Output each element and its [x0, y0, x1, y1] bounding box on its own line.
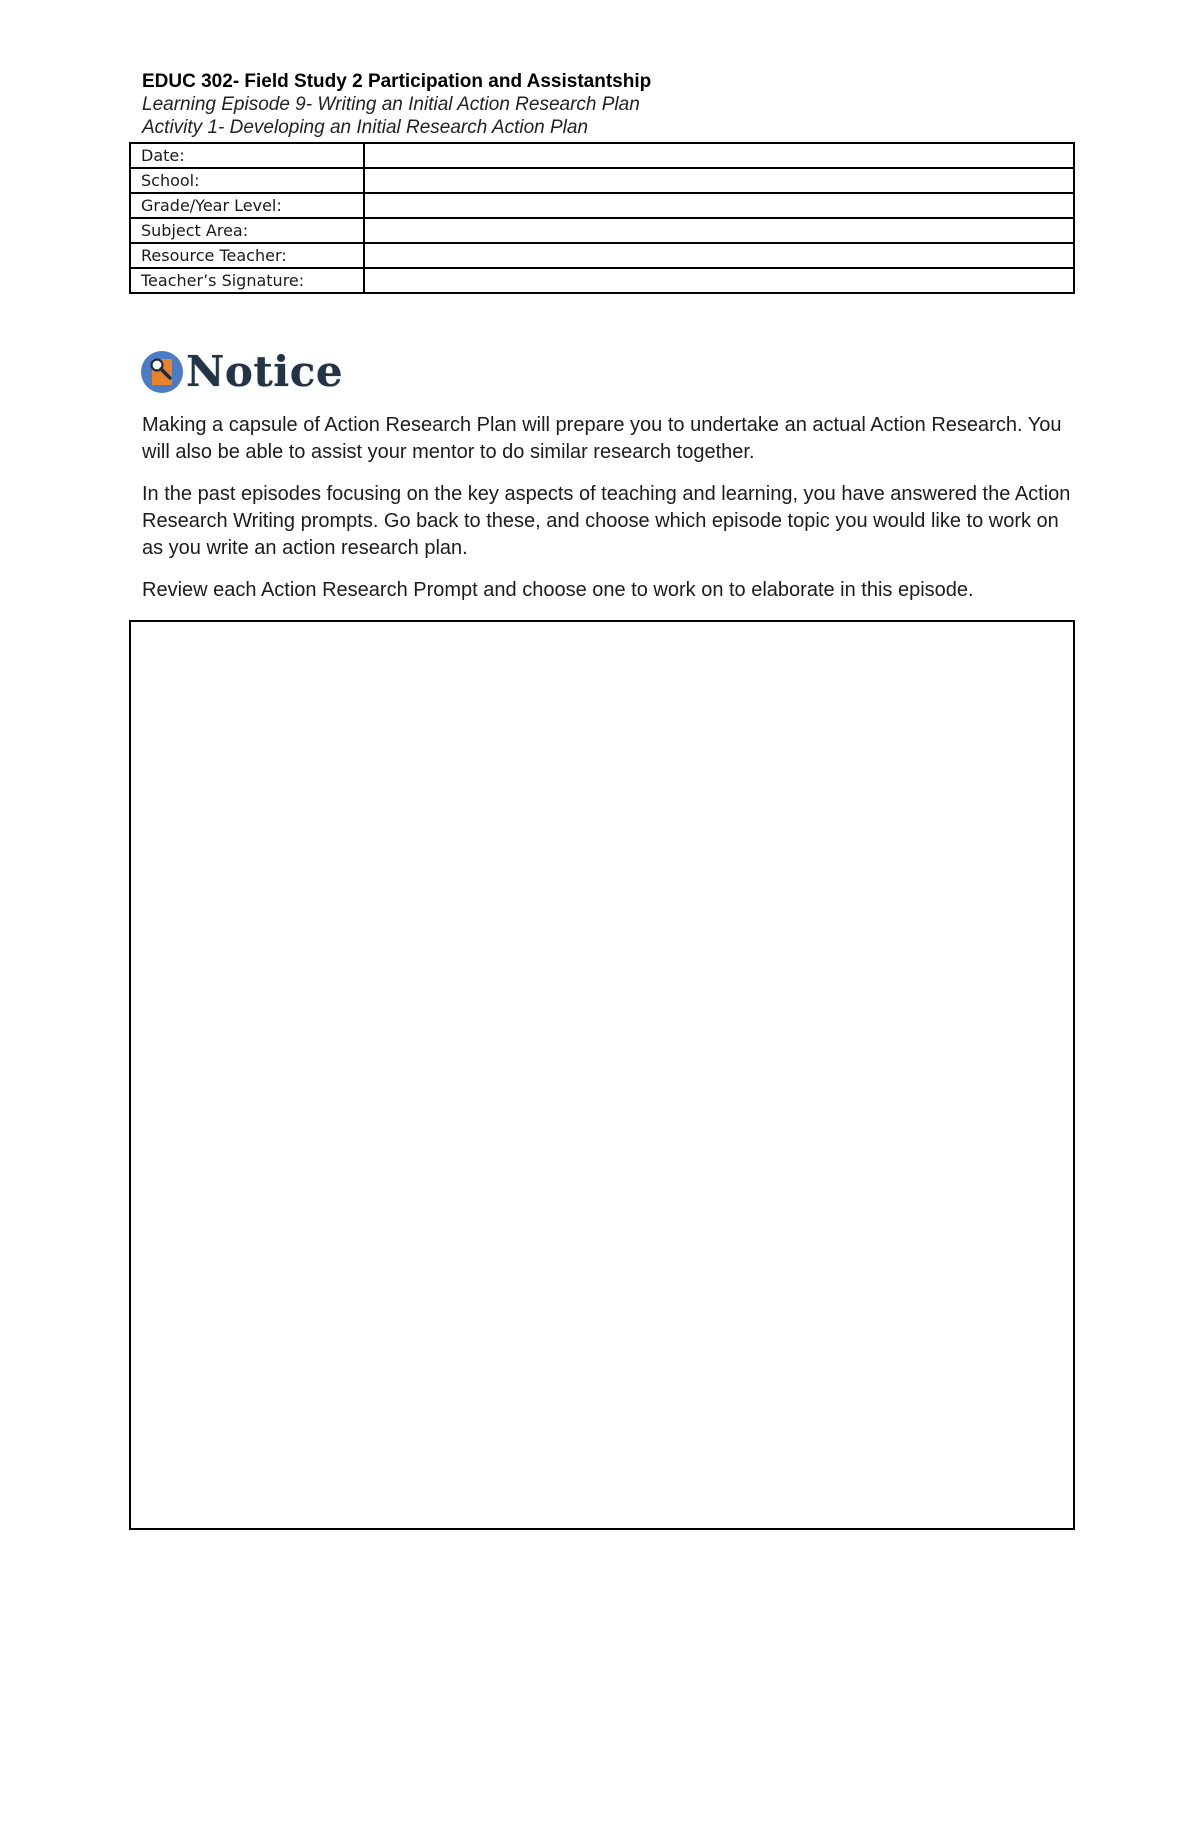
- course-title: EDUC 302- Field Study 2 Participation and Assistantship: [142, 71, 652, 92]
- date-field[interactable]: [364, 143, 1074, 168]
- info-table: [129, 142, 1075, 294]
- resource-teacher-label: Resource Teacher:: [130, 243, 364, 268]
- notice-heading: [140, 348, 343, 396]
- table-row: [130, 143, 1074, 168]
- instructions: [142, 412, 1072, 619]
- document-header: [142, 70, 1072, 139]
- resource-teacher-field[interactable]: [364, 243, 1074, 268]
- subject-area-label: Subject Area:: [130, 218, 364, 243]
- paragraph: Making a capsule of Action Research Plan will prepare you to undertake an actual Action Research. You will also be able to assist your mentor to do similar research together.: [142, 414, 1062, 463]
- grade-level-field[interactable]: [364, 193, 1074, 218]
- paragraph: Review each Action Research Prompt and choose one to work on to elaborate in this episode.: [142, 579, 974, 601]
- teacher-signature-field[interactable]: [364, 268, 1074, 293]
- subject-area-field[interactable]: [364, 218, 1074, 243]
- table-row: [130, 268, 1074, 293]
- teacher-signature-label: Teacher’s Signature:: [130, 268, 364, 293]
- table-row: [130, 243, 1074, 268]
- activity-title: Activity 1- Developing an Initial Research Action Plan: [142, 117, 589, 138]
- magnifier-icon: [140, 350, 184, 394]
- paragraph: In the past episodes focusing on the key aspects of teaching and learning, you have answered the Action Research Writing prompts. Go back to these, and choose which episode topic you would like to work on as you write an action research plan.: [142, 483, 1071, 559]
- notice-title: Notice: [186, 347, 344, 396]
- table-row: [130, 168, 1074, 193]
- grade-level-label: Grade/Year Level:: [130, 193, 364, 218]
- date-label: Date:: [130, 143, 364, 168]
- episode-title: Learning Episode 9- Writing an Initial Action Research Plan: [142, 94, 640, 115]
- answer-box[interactable]: [129, 620, 1075, 1530]
- school-label: School:: [130, 168, 364, 193]
- table-row: [130, 193, 1074, 218]
- table-row: [130, 218, 1074, 243]
- school-field[interactable]: [364, 168, 1074, 193]
